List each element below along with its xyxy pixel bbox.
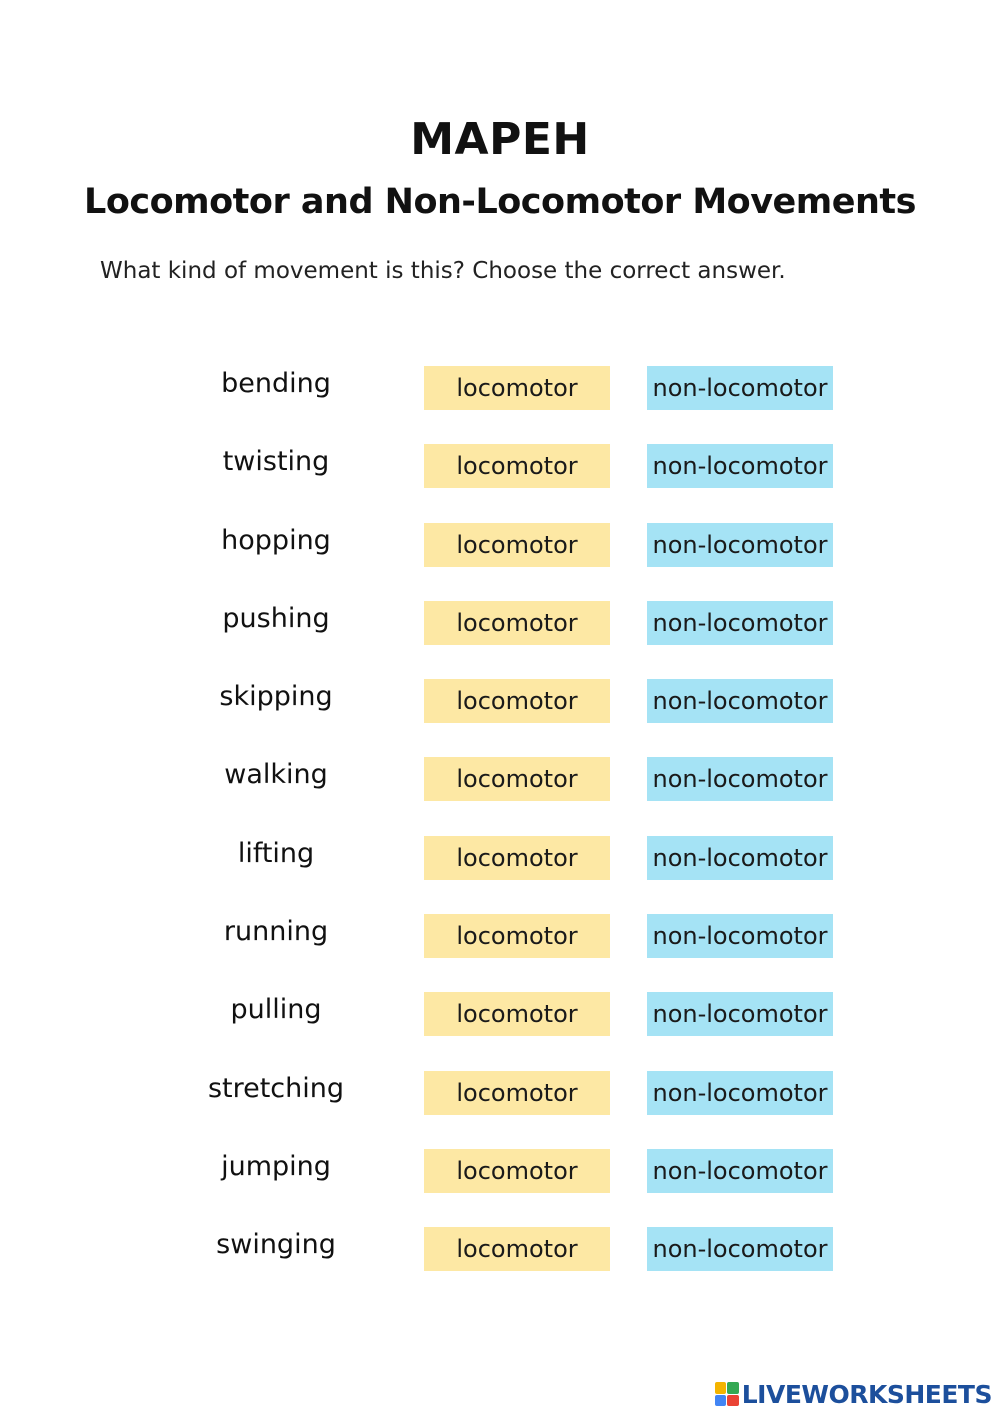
logo-tile xyxy=(715,1382,727,1394)
question-row-swinging xyxy=(0,1227,1000,1305)
non-locomotor-option-button[interactable]: non-locomotor xyxy=(647,1149,833,1193)
locomotor-option-button[interactable]: locomotor xyxy=(424,1071,610,1115)
non-locomotor-option-button[interactable]: non-locomotor xyxy=(647,1071,833,1115)
non-locomotor-option-button[interactable]: non-locomotor xyxy=(647,836,833,880)
question-row-running xyxy=(0,914,1000,992)
non-locomotor-option-button[interactable]: non-locomotor xyxy=(647,444,833,488)
locomotor-option-button[interactable]: locomotor xyxy=(424,601,610,645)
movement-word: hopping xyxy=(221,524,331,556)
logo-tile xyxy=(727,1382,739,1394)
question-row-lifting xyxy=(0,836,1000,914)
question-row-bending xyxy=(0,366,1000,444)
movement-word: walking xyxy=(224,759,328,791)
locomotor-option-button[interactable]: locomotor xyxy=(424,757,610,801)
logo-tile xyxy=(715,1395,727,1407)
movement-word: running xyxy=(223,916,329,948)
movement-word: stretching xyxy=(207,1072,345,1104)
brand-name: LIVEWORKSHEETS xyxy=(741,1379,992,1409)
non-locomotor-option-button[interactable]: non-locomotor xyxy=(647,757,833,801)
question-row-stretching xyxy=(0,1071,1000,1149)
non-locomotor-option-button[interactable]: non-locomotor xyxy=(647,366,833,410)
question-list xyxy=(0,366,1000,1306)
page-title: MAPEH xyxy=(410,114,590,165)
question-row-walking xyxy=(0,757,1000,835)
non-locomotor-option-button[interactable]: non-locomotor xyxy=(647,679,833,723)
question-row-skipping xyxy=(0,679,1000,757)
instruction-text: What kind of movement is this? Choose the correct answer. xyxy=(100,258,786,284)
locomotor-option-button[interactable]: locomotor xyxy=(424,992,610,1036)
movement-word: pushing xyxy=(222,602,330,634)
liveworksheets-logo-icon xyxy=(715,1382,739,1406)
question-row-twisting xyxy=(0,444,1000,522)
question-row-pushing xyxy=(0,601,1000,679)
liveworksheets-brand[interactable] xyxy=(715,1380,992,1408)
locomotor-option-button[interactable]: locomotor xyxy=(424,1227,610,1271)
locomotor-option-button[interactable]: locomotor xyxy=(424,679,610,723)
non-locomotor-option-button[interactable]: non-locomotor xyxy=(647,914,833,958)
movement-word: pulling xyxy=(230,994,322,1026)
locomotor-option-button[interactable]: locomotor xyxy=(424,444,610,488)
movement-word: lifting xyxy=(237,837,315,869)
movement-word: skipping xyxy=(219,681,333,713)
movement-word: bending xyxy=(221,368,331,399)
movement-word: twisting xyxy=(222,446,330,478)
movement-word: swinging xyxy=(216,1229,336,1261)
non-locomotor-option-button[interactable]: non-locomotor xyxy=(647,523,833,567)
logo-tile xyxy=(727,1395,739,1407)
locomotor-option-button[interactable]: locomotor xyxy=(424,366,610,410)
non-locomotor-option-button[interactable]: non-locomotor xyxy=(647,1227,833,1271)
non-locomotor-option-button[interactable]: non-locomotor xyxy=(647,601,833,645)
movement-word: jumping xyxy=(221,1150,331,1182)
non-locomotor-option-button[interactable]: non-locomotor xyxy=(647,992,833,1036)
page-subtitle: Locomotor and Non-Locomotor Movements xyxy=(84,182,916,222)
question-row-hopping xyxy=(0,523,1000,601)
question-row-jumping xyxy=(0,1149,1000,1227)
locomotor-option-button[interactable]: locomotor xyxy=(424,523,610,567)
question-row-pulling xyxy=(0,992,1000,1070)
locomotor-option-button[interactable]: locomotor xyxy=(424,914,610,958)
locomotor-option-button[interactable]: locomotor xyxy=(424,1149,610,1193)
locomotor-option-button[interactable]: locomotor xyxy=(424,836,610,880)
